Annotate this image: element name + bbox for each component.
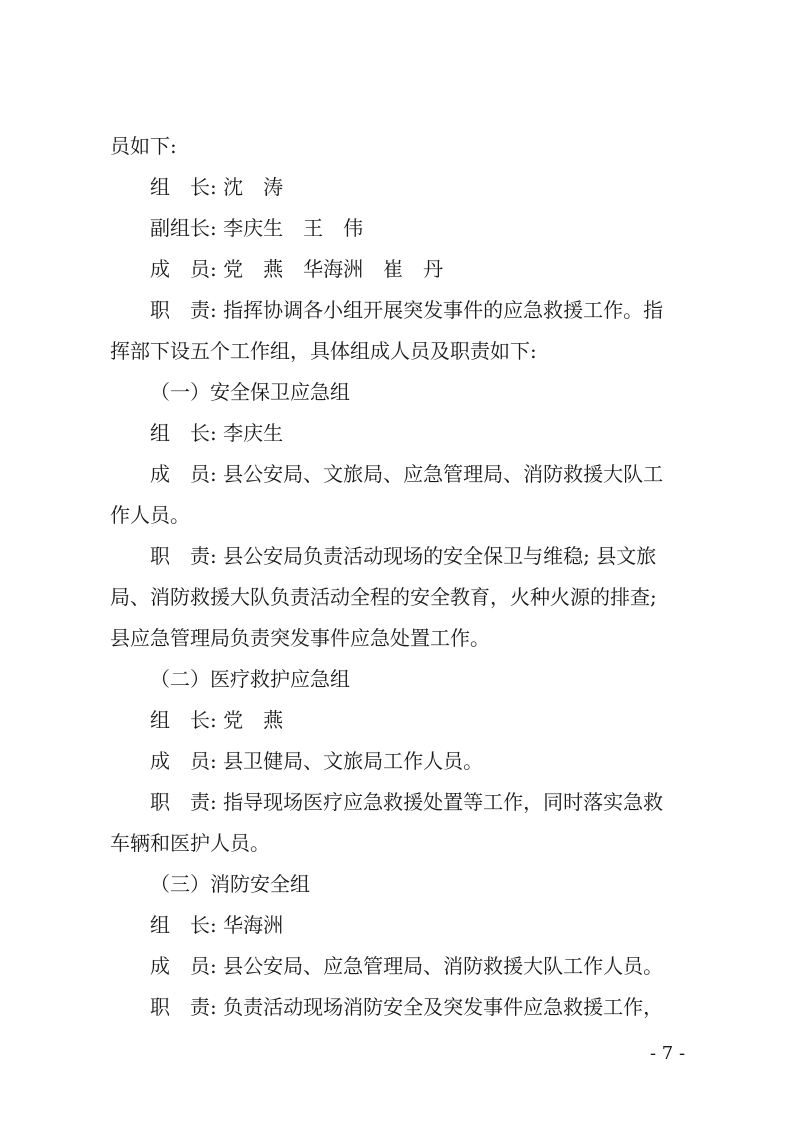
text-line: 挥部下设五个工作组，具体组成人员及职责如下: — [110, 339, 537, 363]
text-line: 副组长: 李庆生 王 伟 — [150, 216, 364, 240]
text-line: 车辆和医护人员。 — [110, 831, 270, 855]
text-line: 员如下: — [110, 134, 177, 158]
text-line: 成 员: 县公安局、文旅局、应急管理局、消防救援大队工 — [150, 462, 664, 486]
text-line: 职 责: 县公安局负责活动现场的安全保卫与维稳; 县文旅 — [150, 544, 657, 568]
section-heading: （三）消防安全组 — [150, 872, 310, 896]
text-line: 成 员: 县公安局、应急管理局、消防救援大队工作人员。 — [150, 954, 664, 978]
text-line: 组 长: 沈 涛 — [150, 175, 284, 199]
text-line: 职 责: 负责活动现场消防安全及突发事件应急救援工作， — [150, 995, 664, 1019]
text-line: 职 责: 指导现场医疗应急救援处置等工作，同时落实急救 — [150, 790, 664, 814]
text-line: 作人员。 — [110, 503, 190, 527]
text-line: 组 长: 党 燕 — [150, 708, 284, 732]
text-line: 成 员: 县卫健局、文旅局工作人员。 — [150, 749, 484, 773]
section-heading: （一）安全保卫应急组 — [150, 380, 350, 404]
text-line: 组 长: 华海洲 — [150, 913, 284, 937]
page-number: - 7 - — [650, 1043, 686, 1064]
section-heading: （二）医疗救护应急组 — [150, 667, 350, 691]
text-line: 县应急管理局负责突发事件应急处置工作。 — [110, 626, 490, 650]
text-line: 成 员: 党 燕 华海洲 崔 丹 — [150, 257, 444, 281]
text-line: 职 责: 指挥协调各小组开展突发事件的应急救援工作。指 — [150, 298, 664, 322]
text-line: 局、消防救援大队负责活动全程的安全教育，火种火源的排查; — [110, 585, 657, 609]
text-line: 组 长: 李庆生 — [150, 421, 284, 445]
